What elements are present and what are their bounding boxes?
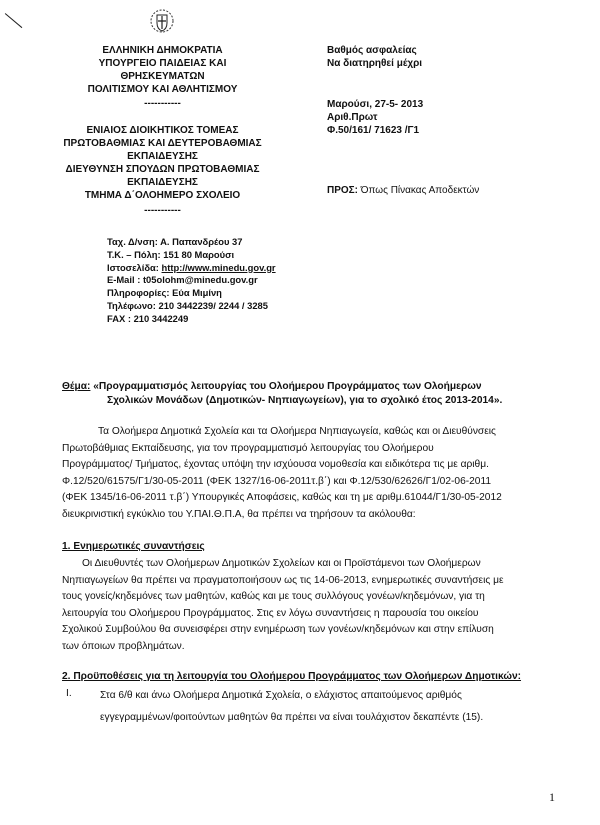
intro-paragraph: [62, 424, 540, 524]
issuer-block: [55, 44, 270, 110]
department-line: ΔΙΕΥΘΥΝΣΗ ΣΠΟΥΔΩΝ ΠΡΩΤΟΒΑΘΜΙΑΣ: [65, 164, 260, 175]
section2-item-line: εγγεγραμμένων/φοιτούντων μαθητών θα πρέπει να είναι τουλάχιστον δεκαπέντε (15).: [100, 711, 484, 723]
info-contact: Πληροφορίες: Εύα Μιμίνη: [107, 287, 222, 299]
protocol-number: Φ.50/161/ 71623 /Γ1: [327, 125, 420, 136]
issuer-line: ΕΛΛΗΝΙΚΗ ΔΗΜΟΚΡΑΤΙΑ: [102, 45, 223, 56]
intro-line: διευκρινιστική εγκύκλιο του Υ.ΠΑΙ.Θ.Π.Α, θα πρέπει να τηρήσουν τα ακόλουθα:: [62, 508, 416, 520]
department-line: ΕΚΠΑΙΔΕΥΣΗΣ: [127, 177, 198, 188]
intro-line: Προγράμματος/ Τμήματος, έχοντας υπόψη την ισχύουσα νομοθεσία και ειδικότερα τις με αριθμ.: [62, 459, 489, 471]
section1-title: 1. Ενημερωτικές συναντήσεις: [62, 541, 205, 552]
subject-label: Θέμα:: [62, 381, 91, 392]
phone: Τηλέφωνο: 210 3442239/ 2244 / 3285: [107, 299, 268, 311]
section2-item-number: I.: [66, 688, 72, 699]
subject-line: «Προγραμματισμός λειτουργίας του Ολοήμερου Προγράμματος των Ολοήμερων: [93, 381, 482, 392]
section1-line: τους γονείς/κηδεμόνες των μαθητών, καθώς και με τους συλλόγους γονέων/κηδεμόνων, για τη: [62, 591, 485, 603]
website-label: Ιστοσελίδα:: [107, 261, 162, 273]
email: E-Mail : t05olohm@minedu.gov.gr: [107, 274, 258, 286]
security-grade: Βαθμός ασφαλείας: [327, 45, 417, 56]
date-protocol-block: [327, 98, 423, 137]
department-line: ΕΝΙΑΙΟΣ ΔΙΟΙΚΗΤΙΚΟΣ ΤΟΜΕΑΣ: [86, 125, 239, 136]
fax: FAX : 210 3442249: [107, 312, 189, 324]
section1-line: λειτουργία του Ολοήμερου Προγράμματος. Στις εν λόγω συναντήσεις η παρουσία του οικείου: [62, 607, 479, 619]
intro-line: Φ.12/520/61575/Γ1/30-05-2011 (ΦΕΚ 1327/16-06-2011τ.β΄) και Φ.12/530/62626/Γ1/02-06-2011: [62, 475, 492, 487]
section2-item: [100, 688, 540, 726]
protocol-label: Αριθ.Πρωτ: [327, 112, 378, 123]
section2-item-line: Στα 6/θ και άνω Ολοήμερα Δημοτικά Σχολεία, ο ελάχιστος απαιτούμενος αριθμός: [100, 690, 462, 701]
address: Ταχ. Δ/νση: Α. Παπανδρέου 37: [107, 236, 243, 247]
page-number: 1: [549, 790, 555, 804]
section1-line: Οι Διευθυντές των Ολοήμερων Δημοτικών Σχολείων και οι Προϊστάμενοι των Ολοήμερων: [82, 558, 481, 569]
place-date: Μαρούσι, 27-5- 2013: [327, 99, 424, 110]
security-block: [327, 44, 422, 70]
website-link[interactable]: http://www.minedu.gov.gr: [161, 261, 276, 273]
subject-line: Σχολικών Μονάδων (Δημοτικών- Νηπιαγωγείων), για το σχολικό έτος 2013-2014».: [107, 395, 503, 406]
pen-mark: [5, 13, 23, 28]
department-block: [55, 124, 270, 217]
section1-paragraph: [62, 556, 540, 656]
section1-line: των όποιων προβλημάτων.: [62, 640, 185, 652]
issuer-line: ΠΟΛΙΤΙΣΜΟΥ ΚΑΙ ΑΘΛΗΤΙΣΜΟΥ: [87, 84, 238, 95]
subject: [62, 380, 557, 408]
to-label: ΠΡΟΣ:: [327, 185, 359, 196]
intro-line: Πρωτοβάθμιας Εκπαίδευσης, για τον προγραμματισμό λειτουργίας του Ολοήμερου: [62, 442, 434, 454]
department-line: ΕΚΠΑΙΔΕΥΣΗΣ: [127, 151, 198, 162]
issuer-line: ΘΡΗΣΚΕΥΜΑΤΩΝ: [120, 71, 205, 82]
separator: -----------: [144, 205, 181, 216]
section1-line: Νηπιαγωγείων θα πρέπει να πραγματοποιήσουν ως τις 14-06-2013, ενημερωτικές συναντήσεις με: [62, 574, 504, 586]
section2-title: 2. Προϋποθέσεις για τη λειτουργία του Ολοήμερου Προγράμματος των Ολοήμερων Δημοτικών:: [62, 671, 522, 682]
contact-block: [107, 236, 276, 326]
postal-code: Τ.Κ. – Πόλη: 151 80 Μαρούσι: [107, 248, 235, 260]
section1-line: Σχολικού Συμβούλου θα συνεισφέρει στην ενημέρωση των γονέων/κηδεμόνων και στην επίλυση: [62, 624, 494, 636]
department-line: ΠΡΩΤΟΒΑΘΜΙΑΣ ΚΑΙ ΔΕΥΤΕΡΟΒΑΘΜΙΑΣ: [63, 138, 262, 149]
separator: -----------: [144, 98, 181, 109]
to-value: Όπως Πίνακας Αποδεκτών: [360, 185, 480, 196]
intro-line: (ΦΕΚ 1345/16-06-2011 τ.β΄) Υπουργικές Αποφάσεις, καθώς και τη με αριθμ.61044/Γ1/30-05-2012: [62, 492, 502, 504]
intro-line: Τα Ολοήμερα Δημοτικά Σχολεία και τα Ολοήμερα Νηπιαγωγεία, καθώς και οι Διευθύνσεις: [98, 426, 496, 437]
retention: Να διατηρηθεί μέχρι: [327, 58, 423, 69]
issuer-line: ΥΠΟΥΡΓΕΙΟ ΠΑΙΔΕΙΑΣ ΚΑΙ: [98, 58, 227, 69]
website: [107, 262, 276, 275]
greek-coat-of-arms-icon: [149, 7, 175, 35]
recipients: [327, 185, 479, 196]
department-line: ΤΜΗΜΑ Δ΄ΟΛΟΗΜΕΡΟ ΣΧΟΛΕΙΟ: [84, 190, 241, 201]
